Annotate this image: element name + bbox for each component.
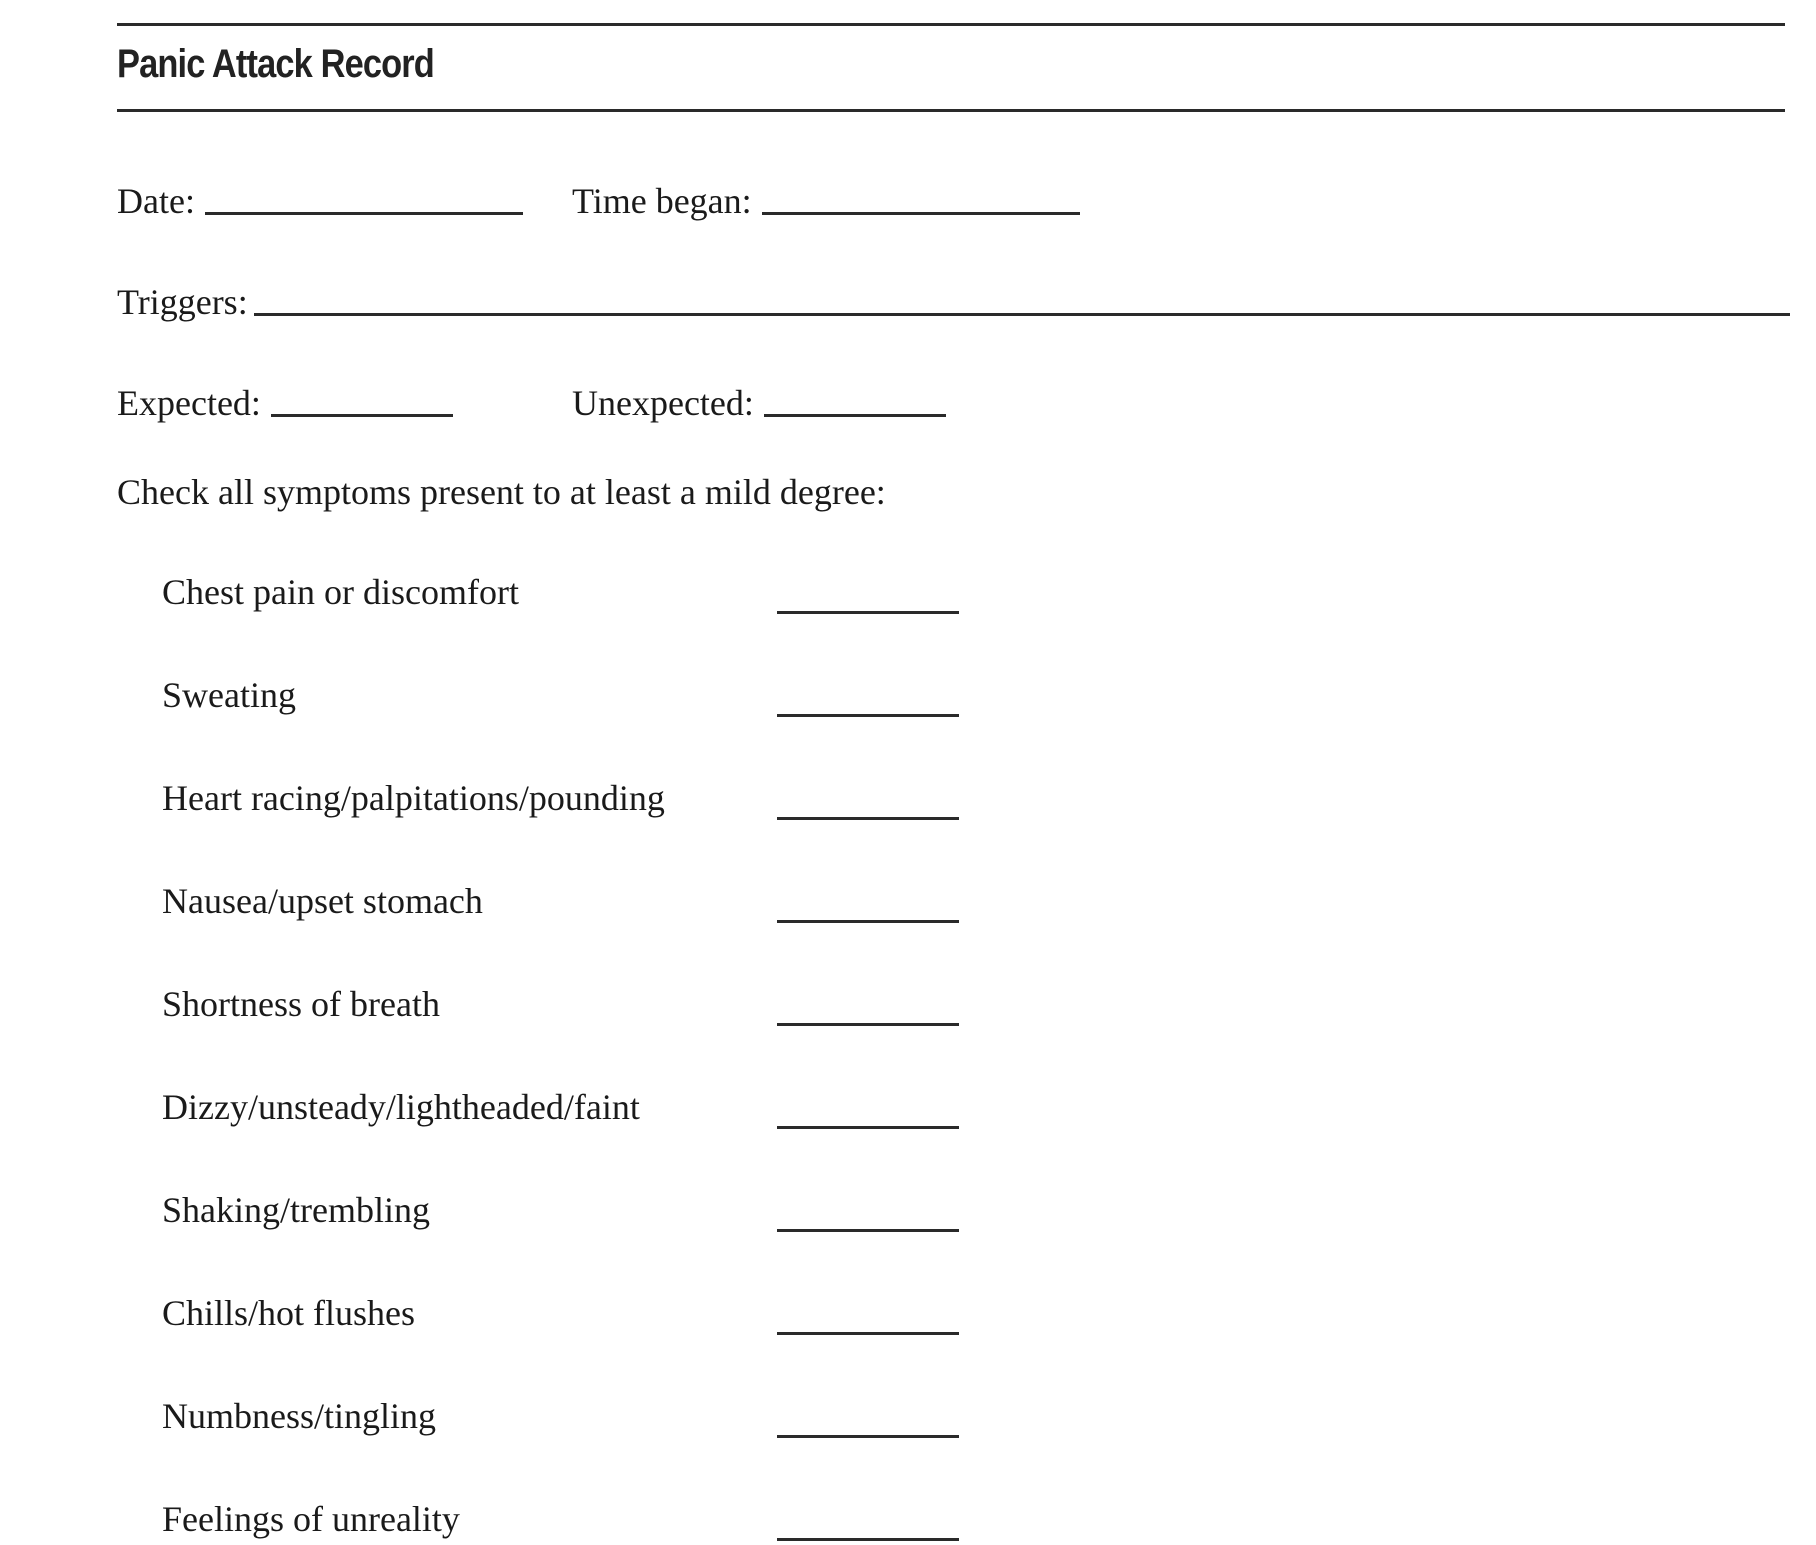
- unexpected-label: Unexpected:: [572, 383, 754, 423]
- symptom-item: [162, 568, 962, 618]
- symptom-instruction: Check all symptoms present to at least a mild degree:: [117, 472, 886, 512]
- symptom-check-blank[interactable]: [777, 611, 959, 614]
- symptom-label: Shaking/trembling: [162, 1190, 430, 1230]
- triggers-label: Triggers:: [117, 282, 248, 322]
- symptom-check-blank[interactable]: [777, 1332, 959, 1335]
- symptom-item: [162, 1392, 962, 1442]
- symptom-label: Feelings of unreality: [162, 1499, 460, 1539]
- symptom-check-blank[interactable]: [777, 1126, 959, 1129]
- symptom-check-blank[interactable]: [777, 1229, 959, 1232]
- symptom-check-blank[interactable]: [777, 920, 959, 923]
- time-began-label: Time began:: [572, 181, 752, 221]
- symptom-item: [162, 1289, 962, 1339]
- symptom-check-blank[interactable]: [777, 1435, 959, 1438]
- symptom-label: Sweating: [162, 675, 296, 715]
- symptom-item: [162, 877, 962, 927]
- symptom-item: [162, 1495, 962, 1545]
- symptom-label: Shortness of breath: [162, 984, 440, 1024]
- symptom-label: Chest pain or discomfort: [162, 572, 519, 612]
- symptom-check-blank[interactable]: [777, 714, 959, 717]
- symptom-label: Numbness/tingling: [162, 1396, 437, 1436]
- symptom-item: [162, 671, 962, 721]
- symptom-check-blank[interactable]: [777, 1538, 959, 1541]
- symptom-label: Dizzy/unsteady/lightheaded/faint: [162, 1087, 640, 1127]
- symptom-item: [162, 1186, 962, 1236]
- symptom-item: [162, 980, 962, 1030]
- symptom-check-blank[interactable]: [777, 817, 959, 820]
- symptom-item: [162, 774, 962, 824]
- symptom-label: Nausea/upset stomach: [162, 881, 483, 921]
- symptom-label: Heart racing/palpitations/pounding: [162, 778, 665, 818]
- symptom-label: Chills/hot flushes: [162, 1293, 416, 1333]
- expected-label: Expected:: [117, 383, 261, 423]
- date-label: Date:: [117, 181, 195, 221]
- form-title: Panic Attack Record: [117, 42, 434, 86]
- symptom-item: [162, 1083, 962, 1133]
- symptom-check-blank[interactable]: [777, 1023, 959, 1026]
